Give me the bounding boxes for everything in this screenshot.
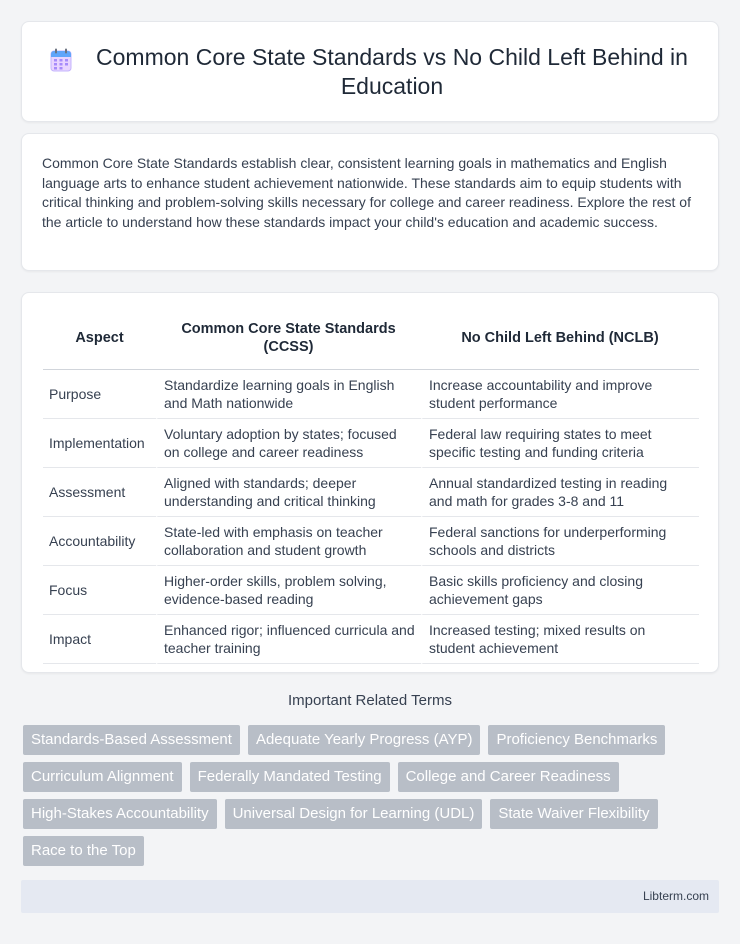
related-term-tag[interactable]: State Waiver Flexibility: [490, 799, 657, 829]
comparison-card: [21, 292, 719, 673]
table-cell-ccss: Standardize learning goals in English and Math nationwide: [156, 370, 421, 419]
table-row: [43, 615, 699, 664]
table-cell-ccss: Voluntary adoption by states; focused on college and career readiness: [156, 419, 421, 468]
table-cell-ccss: Enhanced rigor; influenced curricula and teacher training: [156, 615, 421, 664]
related-term-tag[interactable]: Federally Mandated Testing: [190, 762, 390, 792]
header-ccss: Common Core State Standards (CCSS): [156, 307, 421, 370]
table-cell-ccss: Higher-order skills, problem solving, evidence-based reading: [156, 566, 421, 615]
table-row: [43, 370, 699, 419]
table-row: [43, 419, 699, 468]
table-cell-aspect: Purpose: [43, 370, 156, 419]
calendar-icon: [50, 48, 72, 72]
related-term-tag[interactable]: Adequate Yearly Progress (AYP): [248, 725, 481, 755]
table-cell-nclb: Federal law requiring states to meet specific testing and funding criteria: [421, 419, 699, 468]
table-header-row: [43, 307, 699, 370]
related-term-tag[interactable]: Race to the Top: [23, 836, 144, 866]
table-cell-nclb: Federal sanctions for underperforming schools and districts: [421, 517, 699, 566]
related-term-tag[interactable]: High-Stakes Accountability: [23, 799, 217, 829]
table-cell-nclb: Increased testing; mixed results on student achievement: [421, 615, 699, 664]
table-cell-aspect: Impact: [43, 615, 156, 664]
header-nclb: No Child Left Behind (NCLB): [421, 307, 699, 370]
table-row: [43, 517, 699, 566]
page-title: Common Core State Standards vs No Child Left Behind in Education: [96, 43, 688, 99]
table-cell-nclb: Increase accountability and improve student performance: [421, 370, 699, 419]
comparison-table: [43, 307, 699, 664]
table-cell-aspect: Accountability: [43, 517, 156, 566]
table-cell-nclb: Annual standardized testing in reading and math for grades 3-8 and 11: [421, 468, 699, 517]
table-row: [43, 468, 699, 517]
footer-site-link[interactable]: Libterm.com: [642, 889, 709, 903]
related-term-tag[interactable]: Proficiency Benchmarks: [488, 725, 665, 755]
header-aspect: Aspect: [43, 307, 156, 370]
related-terms-heading: Important Related Terms: [288, 692, 452, 709]
header-card: [21, 21, 719, 122]
table-cell-aspect: Implementation: [43, 419, 156, 468]
table-cell-nclb: Basic skills proficiency and closing achievement gaps: [421, 566, 699, 615]
related-term-tag[interactable]: Standards-Based Assessment: [23, 725, 240, 755]
related-term-tag[interactable]: College and Career Readiness: [398, 762, 619, 792]
table-cell-ccss: State-led with emphasis on teacher collaboration and student growth: [156, 517, 421, 566]
table-cell-aspect: Assessment: [43, 468, 156, 517]
related-terms-list: [23, 725, 713, 866]
related-term-tag[interactable]: Curriculum Alignment: [23, 762, 182, 792]
related-term-tag[interactable]: Universal Design for Learning (UDL): [225, 799, 483, 829]
table-row: [43, 566, 699, 615]
table-cell-ccss: Aligned with standards; deeper understanding and critical thinking: [156, 468, 421, 517]
footer: [21, 880, 719, 913]
intro-card: [21, 133, 719, 271]
intro-paragraph: Common Core State Standards establish clear, consistent learning goals in mathematics and English language arts to enhance student achievement nationwide. These standards aim to equip students with critical thinking and problem-solving skills necessary for college and career readiness. Explore the rest of the article to understand how these standards impact your child's education and academic success.: [42, 155, 691, 230]
table-cell-aspect: Focus: [43, 566, 156, 615]
